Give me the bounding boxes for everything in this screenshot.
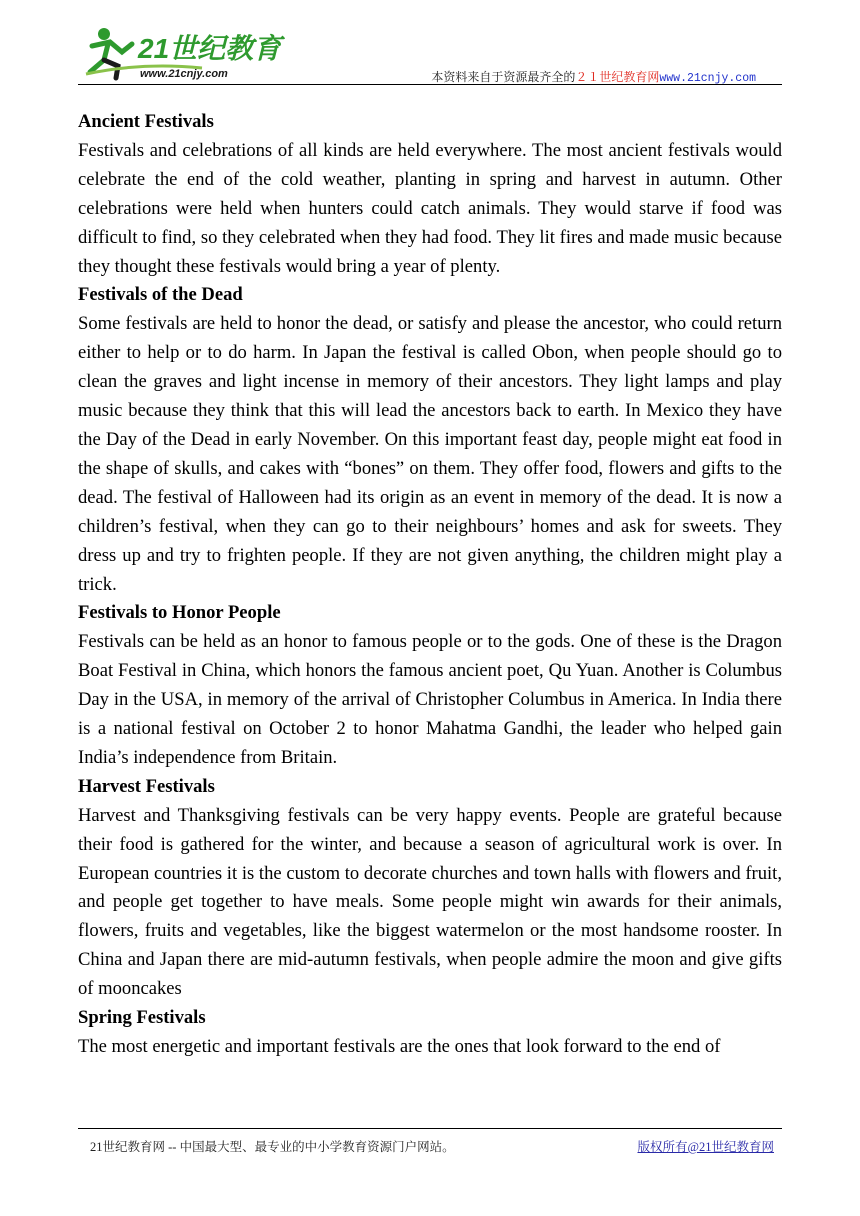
- header-note-prefix: 本资料来自于资源最齐全的: [431, 70, 576, 84]
- header-divider: [78, 84, 782, 85]
- article-body: [78, 108, 782, 1062]
- copyright-link[interactable]: 版权所有@21世纪教育网: [637, 1140, 774, 1154]
- section-heading-dead: Festivals of the Dead: [78, 284, 243, 306]
- logo-text: 21世纪教育: [138, 33, 282, 64]
- header-note: [431, 68, 756, 85]
- section-body-ancient: Festivals and celebrations of all kinds are held everywhere. The most ancient festivals would celebrate the end of the cold weather, planting in spring and harvest in autumn. Other celebrations were held when hunters could catch animals. They would starve if food was difficult to find, so they celebrated when they had food. They lit fires and made music because they thought these festivals would bring a year of plenty.: [78, 139, 782, 277]
- section-body-honor: Festivals can be held as an honor to famous people or to the gods. One of these is the Dragon Boat Festival in China, which honors the famous ancient poet, Qu Yuan. Another is Columbus Day in the USA, in memory of the arrival of Christopher Columbus in America. In India there is a national festival on October 2 to honor Mahatma Gandhi, the leader who helped gain India’s independence from Britain.: [78, 631, 782, 768]
- footer-divider: [78, 1128, 782, 1129]
- footer-text: 21世纪教育网 -- 中国最大型、最专业的中小学教育资源门户网站。: [90, 1140, 455, 1154]
- runner-logo-icon: [82, 22, 292, 84]
- section-body-harvest: Harvest and Thanksgiving festivals can be very happy events. People are grateful because their food is gathered for the winter, and because a season of agricultural work is over. In European countries it is the custom to decorate churches and town halls with flowers and fruit, and people get together to have meals. Some people might win awards for their animals, flowers, fruits and vegetables, like the biggest watermelon or the most handsome rooster. In China and Japan there are mid-autumn festivals, when people admire the moon and give gifts of mooncakes: [78, 804, 782, 1000]
- logo-url: www.21cnjy.com: [140, 68, 228, 80]
- section-heading-honor: Festivals to Honor People: [78, 602, 281, 624]
- site-logo[interactable]: [82, 22, 292, 84]
- section-heading-harvest: Harvest Festivals: [78, 775, 215, 797]
- section-heading-ancient: Ancient Festivals: [78, 111, 214, 132]
- header-note-highlight: ２１世纪教育网: [575, 70, 660, 84]
- section-body-spring: The most energetic and important festivals are the ones that look forward to the end of: [78, 1036, 721, 1057]
- header-note-url[interactable]: www.21cnjy.com: [659, 72, 756, 85]
- section-heading-spring: Spring Festivals: [78, 1007, 206, 1029]
- section-body-dead: Some festivals are held to honor the dead, or satisfy and please the ancestor, who could return either to help or to do harm. In Japan the festival is called Obon, when people should go to clean the graves and light incense in memory of their ancestors. They light lamps and play music because they think that this will lead the ancestors back to earth. In Mexico they have the Day of the Dead in early November. On this important feast day, people might eat food in the shape of skulls, and cakes with “bones” on them. They offer food, flowers and gifts to the dead. The festival of Halloween had its origin as an event in memory of the dead. It is now a children’s festival, when they can go to their neighbours’ homes and ask for sweets. They dress up and try to frighten people. If they are not given anything, the children might play a trick.: [78, 313, 782, 595]
